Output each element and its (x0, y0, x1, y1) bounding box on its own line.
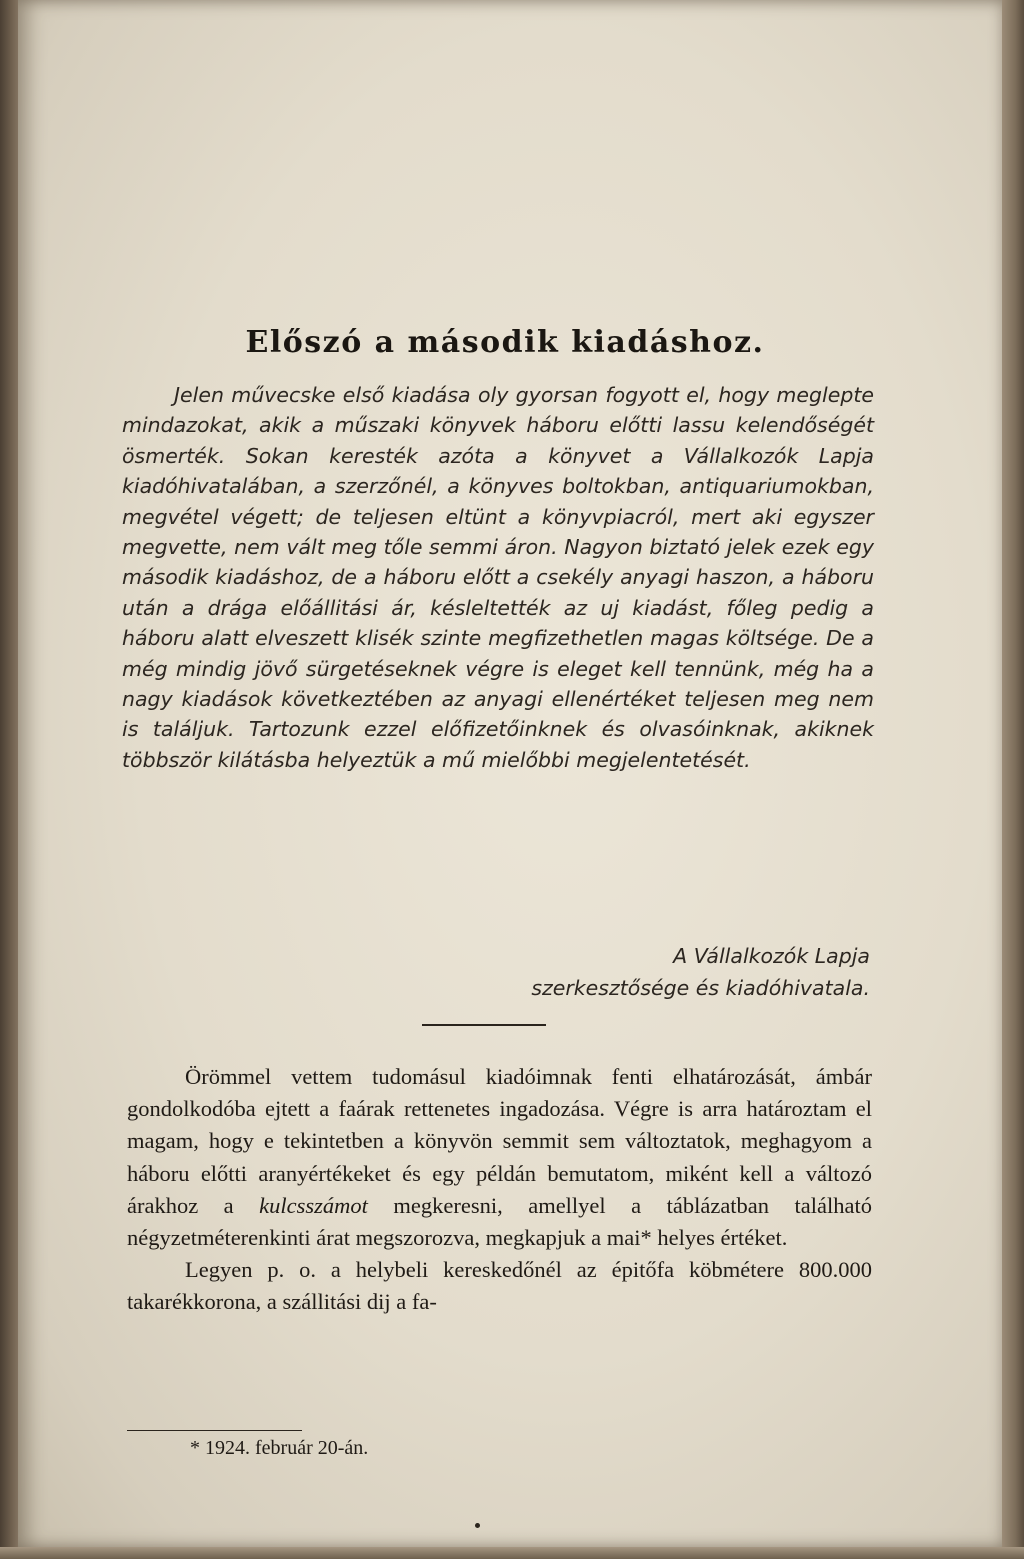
emphasized-term: kulcsszámot (259, 1192, 368, 1218)
body-paragraph-2: Legyen p. o. a helybeli kereskedőnél az épitőfa köbmétere 800.000 takarékkorona, a szállitási dij a fa- (127, 1257, 872, 1315)
footnote: * 1924. február 20-án. (190, 1437, 369, 1459)
body-paragraph-1-start: Örömmel vettem tudomásul kiadóimnak fenti elhatározását, ámbár gondolkodóba ejtett a faárak rettenetes ingadozása. Végre is arra határoztam el magam, hogy e tekintetben a könyvön semmit sem változtatok, meghagyom a háboru előtti aranyértékeket és egy példán bemutatom, miként kell a változó árakhoz a (127, 1064, 872, 1218)
page-title: Előszó a második kiadáshoz. (245, 325, 765, 360)
page-mark (475, 1523, 480, 1528)
preface-text: Jelen művecske első kiadása oly gyorsan fogyott el, hogy meglepte mindazokat, akik a műszaki könyvek háboru előtti lassu kelendőségét ösmerték. Sokan keresték azóta a könyvet a Vállalkozók Lapja kiadóhivatalában, a szerzőnél, a könyves boltokban, antiquariumokban, megvétel végett; de teljesen eltünt a könyvpiacról, mert aki egyszer megvette, nem vált meg tőle semmi áron. Nagyon biztató jelek ezek egy második kiadáshoz, de a háboru előtt a csekély anyagi haszon, a háboru után a drága előállitási ár, késleltették az uj kiadást, főleg pedig a háboru alatt elveszett klisék szinte megfizethetlen magas költsége. De a még mindig jövő sürgetéseknek végre is eleget kell tennünk, még ha a nagy kiadások következtében az anyagi ellenértéket teljesen meg nem is találjuk. Tartozunk ezzel előfizetőinknek és olvasóinknak, akiknek többször kilátásba helyeztük a mű mielőbbi megjelentetését. (122, 383, 874, 772)
signature-block (380, 940, 870, 1004)
footnote-rule (127, 1430, 302, 1431)
body-text (127, 1061, 872, 1319)
page-edge (1002, 0, 1024, 1559)
body-paragraph-1-end: megkeresni, amellyel a táblázatban található négyzetméterenkinti árat megszorozva, megkapjuk a mai* helyes értéket. (127, 1192, 872, 1251)
signature-line-2: szerkesztősége és kiadóhivatala. (531, 976, 870, 1000)
body-paragraph-1 (127, 1061, 872, 1254)
page-bottom-edge (0, 1547, 1024, 1559)
signature-line-1: A Vállalkozók Lapja (673, 944, 870, 968)
section-divider (422, 1024, 546, 1026)
preface-paragraph (122, 380, 874, 775)
